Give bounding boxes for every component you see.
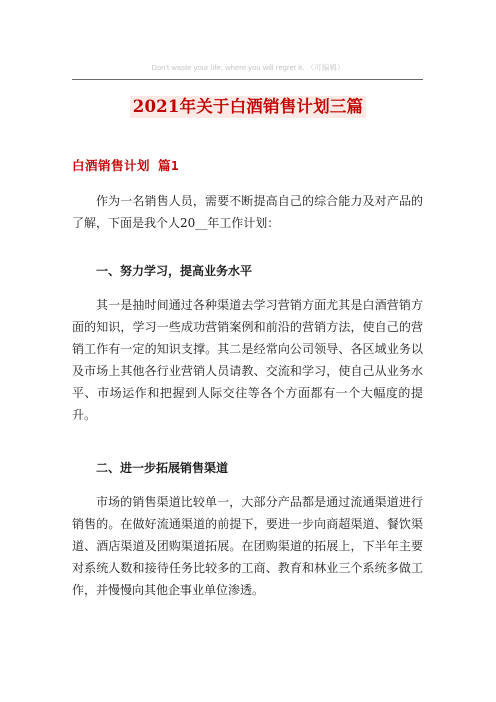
- subsection-body-2: 市场的销售渠道比较单一，大部分产品都是通过流通渠道进行销售的。在做好流通渠道的前提下，要进一步向商超渠道、餐饮渠道、酒店渠道及团购渠道拓展。在团购渠道的拓展上，下半年主要对系统人数和接待任务比较多的工商、教育和林业三个系统多做工作，并慢慢向其他企事业单位渗透。: [72, 495, 423, 597]
- title-container: [0, 96, 496, 118]
- subsection-heading-2: 二、进一步拓展销售渠道: [96, 461, 229, 475]
- page-header-tagline: Don't waste your life, where you will regret it. （可编辑）: [151, 63, 345, 72]
- intro-paragraph: 作为一名销售人员，需要不断提高自己的综合能力及对产品的了解，下面是我个人20__年工作计划：: [72, 194, 423, 230]
- document-title: 2021年关于白酒销售计划三篇: [130, 96, 366, 118]
- subsection-body-1: 其一是抽时间通过各种渠道去学习营销方面尤其是白酒营销方面的知识，学习一些成功营销案例和前沿的营销方法，使自己的营销工作有一定的知识支撑。其二是经常向公司领导、各区域业务以及市场上其他各行业营销人员请教、交流和学习，使自己从业务水平、市场运作和把握到人际交往等各个方面都有一个大幅度的提升。: [72, 298, 423, 422]
- subsection-heading-1: 一、努力学习，提高业务水平: [96, 264, 253, 278]
- section-heading: 白酒销售计划 篇1: [72, 158, 180, 173]
- header-divider: [72, 79, 423, 80]
